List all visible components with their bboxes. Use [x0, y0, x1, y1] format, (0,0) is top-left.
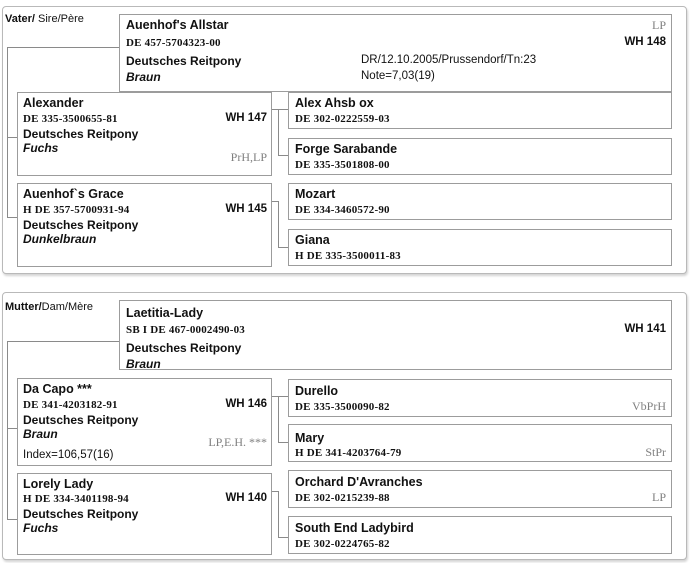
parent-sire-box	[17, 378, 272, 466]
breed: Deutsches Reitpony	[23, 218, 139, 232]
breed: Deutsches Reitpony	[126, 54, 242, 68]
horse-name: Lorely Lady	[23, 477, 94, 491]
grandparent-box	[288, 229, 672, 266]
registration-number: DE 341-4203182-91	[23, 399, 118, 411]
sire-section-label: Vater/ Sire/Père	[5, 13, 84, 25]
sire-section	[2, 6, 687, 274]
grandparent-box	[288, 424, 672, 462]
registration-number: DE 335-3501808-00	[295, 159, 390, 171]
performance-marks: LP,E.H. ***	[208, 435, 267, 449]
grandparent-box	[288, 92, 672, 129]
parent-dam-box	[17, 473, 272, 555]
breed: Deutsches Reitpony	[23, 413, 139, 427]
horse-name: Laetitia-Lady	[126, 306, 204, 320]
coat-color: Dunkelbraun	[23, 232, 97, 246]
breeding-info: DR/12.10.2005/Prussendorf/Tn:23	[361, 54, 537, 66]
dam-section-label: Mutter/Dam/Mère	[5, 301, 94, 313]
performance-marks: LP	[651, 490, 666, 504]
horse-name: Mary	[295, 431, 325, 445]
dam-section	[2, 292, 687, 560]
main-horse-box	[119, 14, 672, 92]
horse-name: Da Capo ***	[23, 382, 92, 396]
height-wh: WH 140	[225, 492, 267, 504]
grandparent-box	[288, 516, 672, 554]
height-wh: WH 141	[624, 323, 666, 335]
grandparent-box	[288, 183, 672, 220]
registration-number: H DE 357-5700931-94	[23, 204, 130, 216]
registration-number: H DE 335-3500011-83	[295, 250, 401, 262]
coat-color: Fuchs	[23, 521, 59, 535]
horse-name: South End Ladybird	[295, 521, 414, 535]
grandparent-box	[288, 379, 672, 417]
registration-number: H DE 341-4203764-79	[295, 447, 402, 459]
horse-name: Alex Ahsb ox	[295, 96, 374, 110]
height-wh: WH 145	[225, 203, 267, 215]
horse-name: Forge Sarabande	[295, 142, 398, 156]
coat-color: Braun	[126, 357, 161, 371]
grandparent-box	[288, 470, 672, 508]
registration-number: DE 302-0215239-88	[295, 492, 390, 504]
registration-number: DE 334-3460572-90	[295, 204, 390, 216]
registration-number: H DE 334-3401198-94	[23, 493, 129, 505]
registration-number: DE 457-5704323-00	[126, 37, 221, 49]
breed: Deutsches Reitpony	[23, 127, 139, 141]
registration-number: DE 302-0224765-82	[295, 538, 390, 550]
coat-color: Fuchs	[23, 141, 59, 155]
horse-name: Orchard D'Avranches	[295, 475, 423, 489]
horse-name: Giana	[295, 233, 330, 247]
registration-number: DE 335-3500655-81	[23, 113, 118, 125]
horse-name: Auenhof's Allstar	[126, 18, 229, 32]
height-wh: WH 146	[225, 398, 267, 410]
height-wh: WH 148	[624, 36, 666, 48]
registration-number: DE 335-3500090-82	[295, 401, 390, 413]
parent-sire-box	[17, 92, 272, 176]
breed: Deutsches Reitpony	[23, 507, 139, 521]
breed: Deutsches Reitpony	[126, 341, 242, 355]
coat-color: Braun	[126, 70, 161, 84]
registration-number: SB I DE 467-0002490-03	[126, 324, 245, 336]
breeding-index: Index=106,57(16)	[23, 449, 114, 461]
performance-marks: PrH,LP	[230, 150, 267, 164]
height-wh: WH 147	[225, 112, 267, 124]
grandparent-box	[288, 138, 672, 175]
coat-color: Braun	[23, 427, 58, 441]
horse-name: Durello	[295, 384, 339, 398]
horse-name: Mozart	[295, 187, 336, 201]
horse-name: Alexander	[23, 96, 84, 110]
registration-number: DE 302-0222559-03	[295, 113, 390, 125]
main-horse-box	[119, 300, 672, 370]
performance-marks: StPr	[645, 445, 666, 459]
score-note: Note=7,03(19)	[361, 70, 435, 82]
performance-marks: VbPrH	[631, 399, 666, 413]
performance-marks: LP	[651, 18, 666, 32]
horse-name: Auenhof`s Grace	[23, 187, 124, 201]
parent-dam-box	[17, 183, 272, 267]
